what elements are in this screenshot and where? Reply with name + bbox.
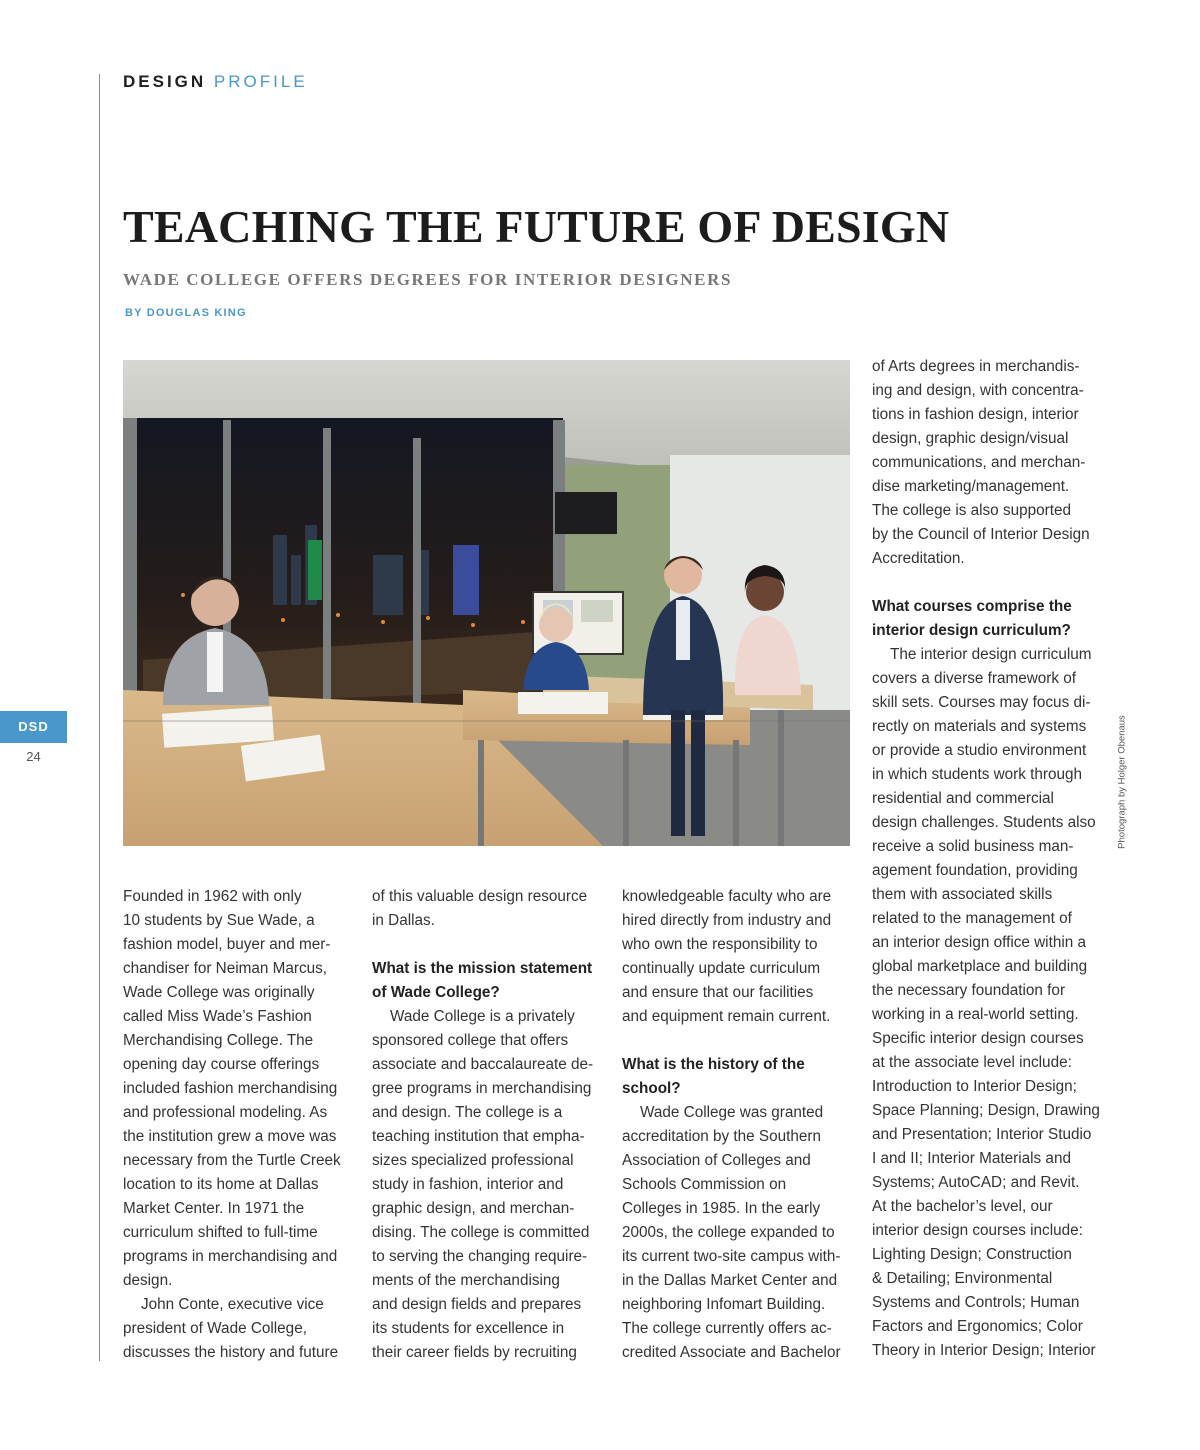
body-column-1: [123, 885, 359, 1365]
text-line: ments of the merchandising: [372, 1272, 560, 1289]
text-line: teaching institution that empha-: [372, 1128, 585, 1145]
text-line: interior design curriculum?: [872, 622, 1071, 639]
text-line: dising. The college is committed: [372, 1224, 590, 1241]
text-line: John Conte, executive vice: [141, 1296, 324, 1313]
text-line: skill sets. Courses may focus di-: [872, 694, 1091, 711]
text-line: Wade College was granted: [640, 1104, 824, 1121]
text-line: I and II; Interior Materials and: [872, 1150, 1071, 1167]
photo-credit: [1116, 715, 1142, 849]
text-line: accreditation by the Southern: [622, 1128, 821, 1145]
text-line: 10 students by Sue Wade, a: [123, 912, 315, 929]
text-line: Accreditation.: [872, 550, 965, 567]
text-line: ing and design, with concentra-: [872, 382, 1084, 399]
text-line: residential and commercial: [872, 790, 1054, 807]
paragraph-founding: [123, 885, 359, 1293]
text-line: dise marketing/management.: [872, 478, 1070, 495]
section-tag: [123, 72, 308, 92]
section-kicker: DESIGN: [123, 72, 207, 91]
article-byline: BY DOUGLAS KING: [125, 307, 247, 319]
article-subhead: WADE COLLEGE OFFERS DEGREES FOR INTERIOR DESIGNERS: [123, 270, 732, 289]
text-line: the institution grew a move was: [123, 1128, 337, 1145]
text-line: What is the mission statement: [372, 960, 593, 977]
text-line: school?: [622, 1080, 681, 1097]
text-line: hired directly from industry and: [622, 912, 832, 929]
text-line: by the Council of Interior Design: [872, 526, 1090, 543]
text-line: Systems and Controls; Human: [872, 1294, 1080, 1311]
text-line: design challenges. Students also: [872, 814, 1096, 831]
text-line: fashion model, buyer and mer-: [123, 936, 331, 953]
margin-rule: [99, 74, 100, 1361]
answer-mission: [372, 1005, 608, 1365]
text-line: an interior design office within a: [872, 934, 1086, 951]
text-line: global marketplace and building: [872, 958, 1088, 975]
text-line: them with associated skills: [872, 886, 1053, 903]
text-line: Market Center. In 1971 the: [123, 1200, 305, 1217]
text-line: Specific interior design courses: [872, 1030, 1084, 1047]
text-line: & Detailing; Environmental: [872, 1270, 1053, 1287]
text-line: called Miss Wade’s Fashion: [123, 1008, 312, 1025]
question-mission: [372, 957, 608, 1005]
text-line: sponsored college that offers: [372, 1032, 569, 1049]
folio-tab: DSD: [0, 711, 67, 743]
text-line: Space Planning; Design, Drawing: [872, 1102, 1100, 1119]
answer-history: [622, 1101, 858, 1365]
text-line: 2000s, the college expanded to: [622, 1224, 835, 1241]
text-line: associate and baccalaureate de-: [372, 1056, 594, 1073]
body-column-2: [372, 885, 608, 1365]
text-line: study in fashion, interior and: [372, 1176, 564, 1193]
question-curriculum: [872, 595, 1108, 643]
text-line: location to its home at Dallas: [123, 1176, 319, 1193]
text-line: agement foundation, providing: [872, 862, 1078, 879]
answer-curriculum: [872, 643, 1108, 1363]
text-line: and equipment remain current.: [622, 1008, 831, 1025]
text-line: programs in merchandising and: [123, 1248, 338, 1265]
text-line: gree programs in merchandising: [372, 1080, 592, 1097]
text-line: design, graphic design/visual: [872, 430, 1069, 447]
text-line: What is the history of the: [622, 1056, 805, 1073]
text-line: their career fields by recruiting: [372, 1344, 577, 1361]
text-line: Introduction to Interior Design;: [872, 1078, 1077, 1095]
text-line: receive a solid business man-: [872, 838, 1074, 855]
text-line: its students for excellence in: [372, 1320, 565, 1337]
text-line: in which students work through: [872, 766, 1083, 783]
text-line: The college currently offers ac-: [622, 1320, 832, 1337]
body-column-3: [622, 885, 858, 1365]
text-line: or provide a studio environment: [872, 742, 1087, 759]
text-line: What courses comprise the: [872, 598, 1072, 615]
text-line: tions in fashion design, interior: [872, 406, 1079, 423]
text-line: necessary from the Turtle Creek: [123, 1152, 341, 1169]
text-line: Wade College was originally: [123, 984, 315, 1001]
text-line: and design fields and prepares: [372, 1296, 582, 1313]
text-line: who own the responsibility to: [622, 936, 818, 953]
text-line: credited Associate and Bachelor: [622, 1344, 841, 1361]
text-line: Theory in Interior Design; Interior: [872, 1342, 1096, 1359]
text-line: knowledgeable faculty who are: [622, 888, 832, 905]
text-line: design.: [123, 1272, 173, 1289]
text-line: communications, and merchan-: [872, 454, 1086, 471]
text-line: Schools Commission on: [622, 1176, 787, 1193]
paragraph-degrees: [872, 355, 1108, 571]
text-line: Colleges in 1985. In the early: [622, 1200, 821, 1217]
text-line: in Dallas.: [372, 912, 435, 929]
text-line: graphic design, and merchan-: [372, 1200, 575, 1217]
text-line: neighboring Infomart Building.: [622, 1296, 826, 1313]
text-line: chandiser for Neiman Marcus,: [123, 960, 328, 977]
question-history: [622, 1053, 858, 1101]
text-line: curriculum shifted to full-time: [123, 1224, 318, 1241]
text-line: The interior design curriculum: [890, 646, 1092, 663]
text-line: continually update curriculum: [622, 960, 821, 977]
text-line: and design. The college is a: [372, 1104, 563, 1121]
paragraph-continuation: [372, 885, 608, 933]
text-line: rectly on materials and systems: [872, 718, 1087, 735]
text-line: of Wade College?: [372, 984, 500, 1001]
text-line: Merchandising College. The: [123, 1032, 314, 1049]
text-line: the necessary foundation for: [872, 982, 1066, 999]
classroom-photo: [123, 360, 850, 846]
text-line: and ensure that our facilities: [622, 984, 814, 1001]
paragraph-intro-conte: [123, 1293, 359, 1365]
text-line: interior design courses include:: [872, 1222, 1083, 1239]
text-line: Founded in 1962 with only: [123, 888, 302, 905]
text-line: Systems; AutoCAD; and Revit.: [872, 1174, 1080, 1191]
text-line: working in a real-world setting.: [872, 1006, 1079, 1023]
text-line: Lighting Design; Construction: [872, 1246, 1072, 1263]
text-line: Association of Colleges and: [622, 1152, 811, 1169]
text-line: discusses the history and future: [123, 1344, 339, 1361]
text-line: included fashion merchandising: [123, 1080, 338, 1097]
text-line: opening day course offerings: [123, 1056, 320, 1073]
body-column-4: [872, 355, 1108, 1363]
text-line: covers a diverse framework of: [872, 670, 1077, 687]
text-line: president of Wade College,: [123, 1320, 307, 1337]
article-headline: TEACHING THE FUTURE OF DESIGN: [123, 201, 950, 252]
text-line: and professional modeling. As: [123, 1104, 328, 1121]
text-line: of this valuable design resource: [372, 888, 588, 905]
text-line: The college is also supported: [872, 502, 1071, 519]
text-line: in the Dallas Market Center and: [622, 1272, 838, 1289]
page-number: 24: [26, 749, 41, 764]
section-label: PROFILE: [213, 72, 308, 91]
photo-credit-text: Photograph by Holger Obenaus: [1116, 715, 1128, 849]
paragraph-faculty: [622, 885, 858, 1029]
text-line: at the associate level include:: [872, 1054, 1072, 1071]
text-line: and Presentation; Interior Studio: [872, 1126, 1092, 1143]
text-line: Wade College is a privately: [390, 1008, 575, 1025]
text-line: of Arts degrees in merchandis-: [872, 358, 1080, 375]
text-line: related to the management of: [872, 910, 1072, 927]
text-line: its current two-site campus with-: [622, 1248, 841, 1265]
text-line: At the bachelor’s level, our: [872, 1198, 1053, 1215]
text-line: sizes specialized professional: [372, 1152, 574, 1169]
text-line: Factors and Ergonomics; Color: [872, 1318, 1083, 1335]
text-line: to serving the changing require-: [372, 1248, 588, 1265]
